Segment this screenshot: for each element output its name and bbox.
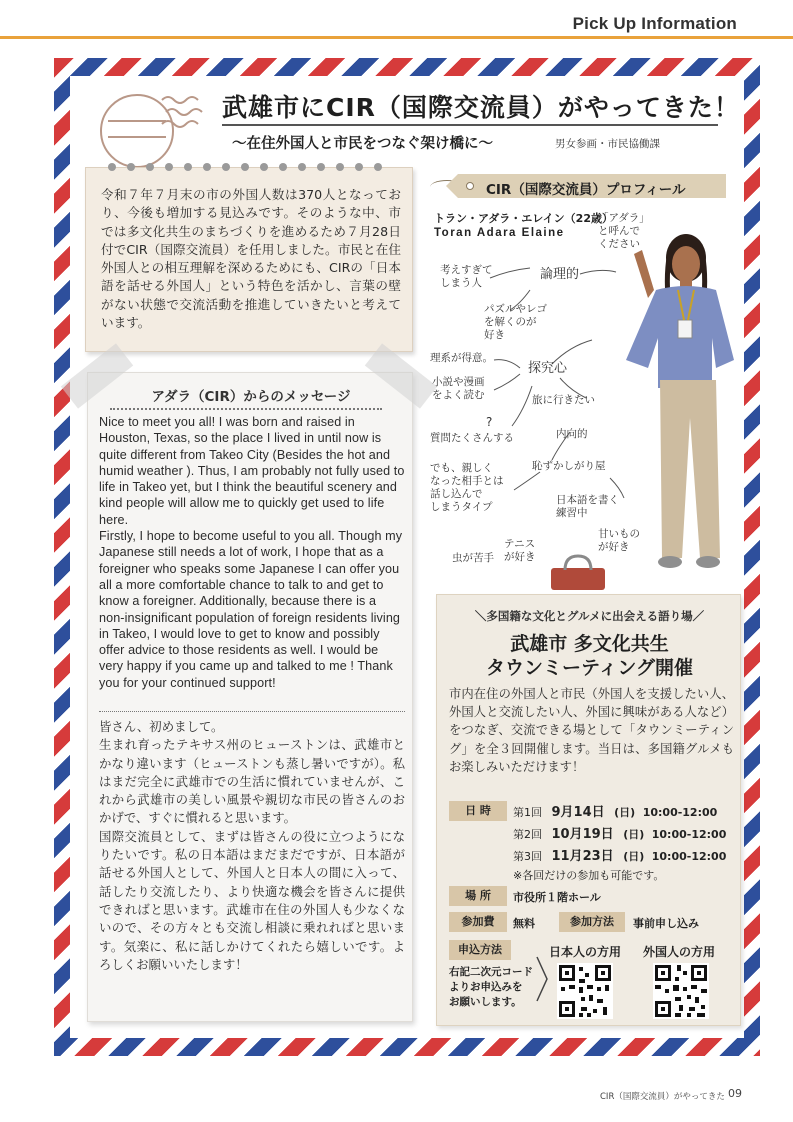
event-description: 市内在住の外国人と市民（外国人を支援したい人、外国人と交流したい人、外国に興味がある人など）をつなぎ、交流できる場として「タウンミーティング」を全３回開催します。当日は、多国籍グルメもお楽しみいただけます！ [449, 687, 734, 774]
message-card [87, 372, 413, 1022]
language-divider [99, 711, 405, 712]
department-credit: 男女参画・市民協働課 [555, 138, 660, 150]
session-3-date: 11月23日 [551, 849, 614, 864]
message-japanese: 皆さん、初めまして。 生まれ育ったテキサス州のヒューストンは、武雄市とかなり違います（ヒューストンも蒸し暑いですが）。私はまだ完全に武雄市での生活に慣れていませんが、これから武雄市の美しい風景や親切な市民の皆さんのおかげで、すぐに慣れると思います。 国際交流員として、まずは皆さんの役に立つようになりたいです。私の日本語はまだまだですが、日本語が話せる外国人として、外国人と日本人の間に入って、話したり交流したり、より快適な機会を皆さんに提供できればと思います。武雄市在住の外国人も少なくないので、その方々とも交流し相談に乗れればと思います。気楽に、私に話しかけてくれたら嬉しいです。よろしくお願いいたします！ [99, 719, 405, 972]
note-puzzle: パズルやレゴ を解くのが 好き [484, 303, 547, 341]
note-introvert: 内向的 [556, 428, 588, 440]
note-bugs: 虫が苦手 [452, 552, 494, 564]
datetime-label: 日 時 [449, 801, 507, 821]
session-3-time: 10:00-12:00 [651, 850, 727, 863]
session-2-time: 10:00-12:00 [651, 828, 727, 841]
binder-clip-icon [545, 554, 611, 590]
apply-label: 申込方法 [449, 940, 511, 960]
tag-hole-icon [466, 182, 474, 190]
note-travel: 旅に行きたい [532, 394, 595, 406]
note-curious: 探究心 [528, 361, 568, 376]
session-1-time: 10:00-12:00 [642, 806, 718, 819]
profile-tag [458, 174, 726, 198]
session-2 [513, 823, 726, 842]
note-tennis: テニス が好き [504, 538, 536, 563]
qr-code-foreign[interactable] [653, 963, 709, 1019]
session-2-date: 10月19日 [551, 827, 614, 842]
fee-label: 参加費 [449, 912, 507, 932]
title-underline [222, 124, 718, 126]
event-title-line1: 武雄市 多文化共生 [510, 633, 669, 655]
cir-portrait-photo [618, 230, 742, 590]
note-overthink: 考えすぎて しまう人 [440, 264, 493, 289]
note-call-me: 「アダラ」 と呼んで ください [598, 212, 650, 250]
japanese-qr-label: 日本人の方用 [549, 945, 622, 959]
profile-name-ja: トラン・アダラ・エレイン（22歳） [434, 212, 613, 225]
qr-code-japanese[interactable] [557, 963, 613, 1019]
session-2-day: (日) [623, 828, 645, 841]
message-heading: アダラ（CIR）からのメッセージ [151, 389, 351, 405]
foreign-qr-label: 外国人の方用 [643, 945, 716, 959]
intro-text: 令和７年７月末の市の外国人数は370人となっており、今後も増加する見込みです。そのような中、市では多文化共生のまちづくりを進めるため７月28日付でCIR（国際交流員）を任用しました。市民と在住外国人との相互理解を深めるためにも、CIRの「日本語を話せる外国人」という特色を活かし、言葉の壁がない状態で交流活動を推進していきたいと考えています。 [101, 187, 401, 331]
session-1-num: 第1回 [513, 806, 542, 819]
note-talkative: でも、親しく なった相手とは 話し込んで しまうタイプ [430, 462, 504, 513]
session-1 [513, 801, 717, 820]
running-title: CIR（国際交流員）がやってきた [600, 1092, 725, 1102]
fee-value: 無料 [513, 917, 535, 930]
townmeeting-card [436, 594, 741, 1026]
question-mark-icon: ? [486, 415, 493, 429]
note-science: 理系が得意。 [430, 352, 493, 364]
intro-notepad [85, 167, 413, 352]
session-note: ※各回だけの参加も可能です。 [513, 869, 665, 882]
note-sweets: 甘いもの が好き [598, 528, 640, 553]
profile-title: CIR（国際交流員）プロフィール [486, 182, 686, 198]
header-rule [0, 36, 793, 39]
session-3-day: (日) [623, 850, 645, 863]
session-1-date: 9月14日 [551, 805, 605, 820]
page-number: 09 [728, 1087, 742, 1100]
note-questions: 質問たくさんする [430, 432, 514, 444]
apply-instructions: 右記二次元コード よりお申込みを お願いします。 [449, 966, 533, 1008]
heading-divider [110, 408, 382, 410]
note-practice: 日本語を書く 練習中 [556, 494, 619, 519]
method-label: 参加方法 [559, 912, 625, 932]
session-1-day: (日) [614, 806, 636, 819]
note-novels: 小説や漫画 をよく読む [432, 376, 485, 401]
note-logical: 論理的 [540, 267, 580, 282]
session-3 [513, 845, 726, 864]
venue-value: 市役所１階ホール [513, 891, 601, 904]
section-header: Pick Up Information [572, 14, 737, 33]
session-2-num: 第2回 [513, 828, 542, 841]
event-kicker: ＼多国籍な文化とグルメに出会える語り場／ [474, 609, 705, 623]
notepad-rings-icon [106, 161, 396, 173]
method-value: 事前申し込み [633, 917, 699, 930]
article-subtitle: 〜在住外国人と市民をつなぐ架け橋に〜 [232, 136, 493, 152]
message-english: Nice to meet you all! I was born and raised in Houston, Texas, so the place I lived in until now is quite different from Takeo City (Besides the hot and humid weather ). Thus, I am probably not fully used to life in Takeo yet, but I think the beautiful scenery and kind people will allow me to quickly get used to life here. Firstly, I hope to become useful to you all. Though my Japanese still needs a lot of work, I hope that as a foreigner who speaks some Japanese I can offer you all a more comfortable chance to talk to and get to know a foreigner. Additionally, because there is a non-insignificant population of foreign residents living in Takeo, I would love to get to know and possibly offer advice to those residents as well. I would be very happy if you came up and talked to me ! Thank you for your continued support! [99, 415, 405, 690]
postmark-waves-icon [158, 92, 208, 144]
article-title: 武雄市にCIR（国際交流員）がやってきた！ [222, 93, 740, 122]
venue-label: 場 所 [449, 886, 507, 906]
note-shy: 恥ずかしがり屋 [532, 460, 606, 472]
event-title-line2: タウンミーティング開催 [485, 657, 694, 679]
session-3-num: 第3回 [513, 850, 542, 863]
profile-name-en: Toran Adara Elaine [434, 227, 565, 239]
bracket-icon [535, 955, 549, 1003]
